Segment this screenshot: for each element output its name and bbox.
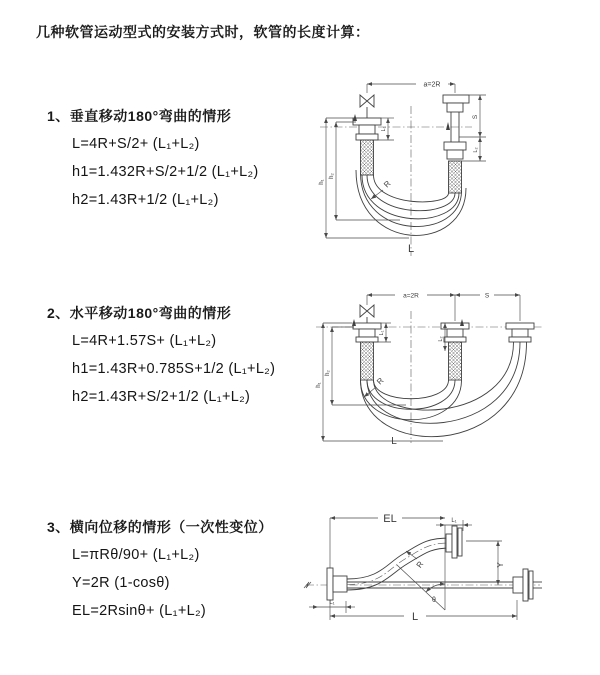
dim-height-label: h₂: [329, 173, 335, 179]
left-fitting: [353, 118, 381, 175]
right-fitting: [513, 569, 542, 601]
dim-stroke-label: S: [472, 114, 479, 120]
dim-width-a2r: [367, 293, 455, 300]
formula-line: L=4R+S/2+ (L₁+L₂): [72, 136, 200, 152]
diagram-vertical-180-bend: [312, 70, 600, 262]
dim-fitting-label: L₁: [379, 330, 385, 336]
length-label: L: [391, 436, 397, 447]
right-fitting: [443, 95, 469, 193]
formula-line: L=πRθ/90+ (L₁+L₂): [72, 547, 200, 563]
movement-arrow-icon: [460, 319, 464, 326]
dim-fitting-label: L₂: [438, 336, 444, 342]
dim-offset-y: [466, 541, 505, 585]
dim-stroke-label: S: [484, 292, 490, 300]
right-fitting: [506, 323, 534, 342]
dim-el-label: EL: [383, 513, 397, 525]
radius-label: R: [414, 559, 426, 570]
formula-line: L=4R+1.57S+ (L₁+L₂): [72, 333, 217, 349]
formula-line: h1=1.432R+S/2+1/2 (L₁+L₂): [72, 164, 259, 180]
radius-label: R: [382, 179, 393, 190]
section-1-heading: 1、垂直移动180°弯曲的情形: [47, 108, 232, 124]
section-3-heading: 3、横向位移的情形（一次性变位）: [47, 519, 273, 535]
dim-length: [330, 600, 517, 623]
diagram-lateral-displacement: [300, 498, 600, 660]
left-fitting: [327, 568, 347, 600]
dim-fitting-left: [309, 600, 355, 613]
dim-width-label: a=2R: [423, 81, 441, 89]
valve-icon: [360, 305, 374, 323]
dim-width-a2r: [367, 82, 455, 94]
braid-section: [449, 161, 462, 193]
formula-line: h2=1.43R+S/2+1/2 (L₁+L₂): [72, 389, 251, 405]
braid-section: [361, 342, 374, 380]
formula-line: Y=2R (1-cosθ): [72, 575, 170, 591]
dim-fitting-label: L₁: [451, 518, 457, 524]
section-2-heading: 2、水平移动180°弯曲的情形: [47, 305, 232, 321]
dim-offset-label: Y: [496, 562, 505, 568]
dim-height-label: h₂: [325, 370, 331, 376]
formula-line: EL=2Rsinθ+ (L₁+L₂): [72, 603, 207, 619]
dim-fitting-label: L₂: [473, 147, 479, 153]
dim-fitting-label: L₁: [329, 600, 335, 606]
movement-arrow-icon: [446, 122, 450, 130]
diagram-horizontal-180-bend: [310, 283, 600, 453]
movement-arrow-icon: [352, 319, 356, 326]
braid-section: [449, 342, 462, 380]
movement-arrow-icon: [353, 114, 357, 121]
radius-label: R: [375, 376, 386, 387]
dim-el: [330, 513, 445, 525]
angle-label: θ: [432, 597, 436, 604]
formula-line: h2=1.43R+1/2 (L₁+L₂): [72, 192, 219, 208]
dim-height-label: h₁: [316, 382, 322, 388]
swing-angle: [397, 565, 445, 610]
dim-width-label: a=2R: [403, 292, 419, 300]
dim-stroke-s: [455, 293, 520, 300]
dim-height-label: h₁: [319, 179, 325, 185]
left-fitting: [353, 323, 381, 380]
formula-line: h1=1.43R+0.785S+1/2 (L₁+L₂): [72, 361, 276, 377]
valve-icon: [360, 95, 374, 118]
hose-u-bend-position-2: [361, 342, 527, 437]
top-right-fitting: [446, 526, 462, 558]
dim-fitting-label: L₁: [381, 126, 387, 132]
radius-leader: [406, 551, 425, 570]
braid-section: [361, 140, 374, 175]
length-label: L: [411, 611, 419, 623]
length-label: L: [407, 243, 415, 255]
page-title: 几种软管运动型式的安装方式时，软管的长度计算：: [36, 24, 370, 40]
